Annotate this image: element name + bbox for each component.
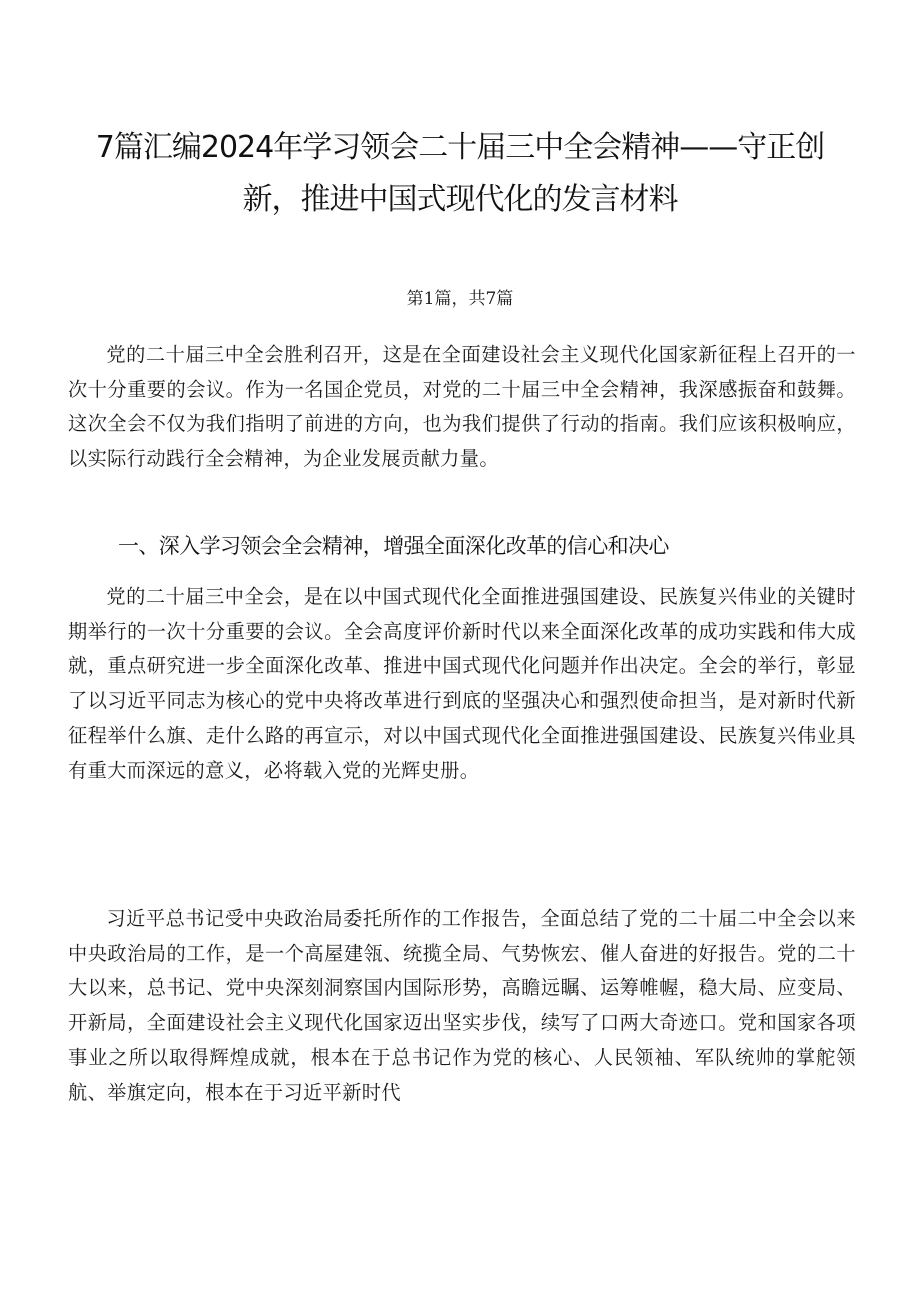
paragraph-report: 习近平总书记受中央政治局委托所作的工作报告，全面总结了党的二十届二中全会以来中央政治局的工作，是一个高屋建瓴、统揽全局、气势恢宏、催人奋进的好报告。党的二十大以来，总书记、党中央深刻洞察国内国际形势，高瞻远瞩、运筹帷幄，稳大局、应变局、开新局，全面建设社会主义现代化国家迈出坚实步伐，续写了口两大奇迹口。党和国家各项事业之所以取得辉煌成就，根本在于总书记作为党的核心、人民领袖、军队统帅的掌舵领航、举旗定向，根本在于习近平新时代 [68,907,856,1104]
paragraph-intro: 党的二十届三中全会胜利召开，这是在全面建设社会主义现代化国家新征程上召开的一次十分重要的会议。作为一名国企党员，对党的二十届三中全会精神，我深感振奋和鼓舞。这次全会不仅为我们指明了前进的方向，也为我们提供了行动的指南。我们应该积极响应，以实际行动践行全会精神，为企业发展贡献力量。 [68,343,856,471]
document-title: 7篇汇编2024年学习领会二十届三中全会精神——守正创新，推进中国式现代化的发言材料 [95,130,825,217]
section-heading: 一、深入学习领会全会精神，增强全面深化改革的信心和决心 [118,534,669,558]
paragraph-plenum: 党的二十届三中全会，是在以中国式现代化全面推进强国建设、民族复兴伟业的关键时期举行的一次十分重要的会议。全会高度评价新时代以来全面深化改革的成功实践和伟大成就，重点研究进一步全面深化改革、推进中国式现代化问题并作出决定。全会的举行，彰显了以习近平同志为核心的党中央将改革进行到底的坚强决心和强烈使命担当，是对新时代新征程举什么旗、走什么路的再宣示，对以中国式现代化全面推进强国建设、民族复兴伟业具有重大而深远的意义，必将载入党的光辉史册。 [68,585,856,782]
part-label: 第1篇，共7篇 [406,289,514,309]
